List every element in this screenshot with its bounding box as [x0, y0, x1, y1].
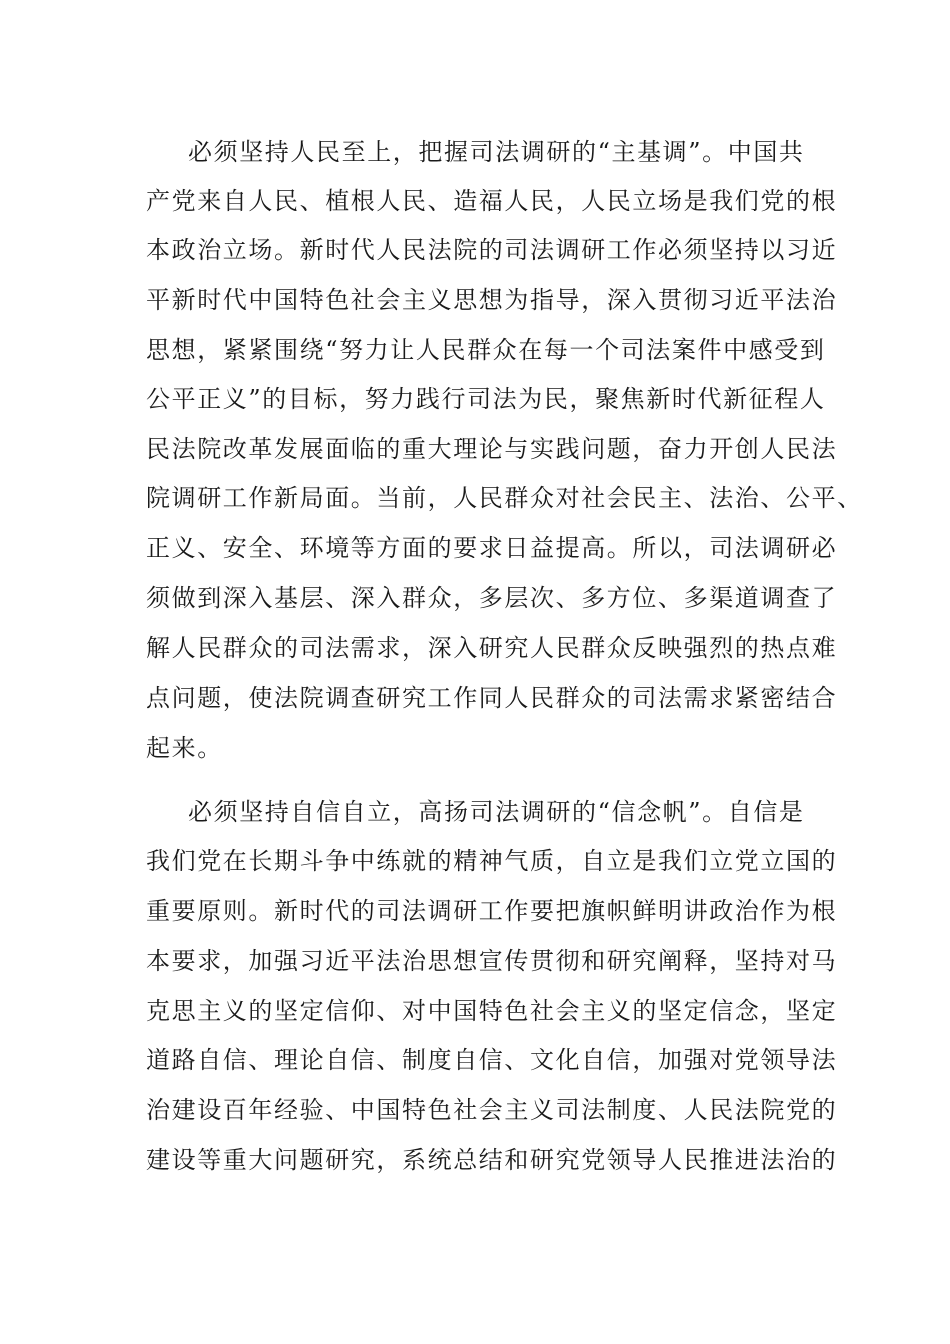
paragraph-1-line-10: 须做到深入基层、深入群众，多层次、多方位、多渠道调查了 — [146, 584, 838, 612]
paragraph-1-line-2: 产党来自人民、植根人民、造福人民，人民立场是我们党的根 — [146, 187, 838, 215]
paragraph-2-line-2: 我们党在长期斗争中练就的精神气质，自立是我们立党立国的 — [146, 847, 838, 875]
paragraph-2-line-3: 重要原则。新时代的司法调研工作要把旗帜鲜明讲政治作为根 — [146, 897, 838, 925]
paragraph-1-line-11: 解人民群众的司法需求，深入研究人民群众反映强烈的热点难 — [146, 634, 838, 662]
paragraph-1-line-7: 民法院改革发展面临的重大理论与实践问题，奋力开创人民法 — [146, 435, 838, 463]
paragraph-1-line-8: 院调研工作新局面。当前，人民群众对社会民主、法治、公平、 — [146, 484, 863, 512]
paragraph-1-line-3: 本政治立场。新时代人民法院的司法调研工作必须坚持以习近 — [146, 236, 838, 264]
paragraph-1-line-6: 公平正义”的目标，努力践行司法为民，聚焦新时代新征程人 — [146, 385, 826, 413]
paragraph-1-line-9: 正义、安全、环境等方面的要求日益提高。所以，司法调研必 — [146, 534, 838, 562]
paragraph-2-line-5: 克思主义的坚定信仰、对中国特色社会主义的坚定信念，坚定 — [146, 997, 838, 1025]
paragraph-1-line-12: 点问题，使法院调查研究工作同人民群众的司法需求紧密结合 — [146, 684, 838, 712]
paragraph-1-line-4: 平新时代中国特色社会主义思想为指导，深入贯彻习近平法治 — [146, 286, 838, 314]
paragraph-2-line-8: 建设等重大问题研究，系统总结和研究党领导人民推进法治的 — [146, 1146, 838, 1174]
paragraph-1-line-1: 必须坚持人民至上，把握司法调研的“主基调”。中国共 — [188, 138, 805, 166]
paragraph-1-line-13: 起来。 — [146, 734, 223, 762]
paragraph-2-line-6: 道路自信、理论自信、制度自信、文化自信，加强对党领导法 — [146, 1046, 838, 1074]
paragraph-1-line-5: 思想，紧紧围绕“努力让人民群众在每一个司法案件中感受到 — [146, 336, 826, 364]
paragraph-2-line-4: 本要求，加强习近平法治思想宣传贯彻和研究阐释，坚持对马 — [146, 947, 838, 975]
paragraph-2-line-7: 治建设百年经验、中国特色社会主义司法制度、人民法院党的 — [146, 1096, 838, 1124]
paragraph-2-line-1: 必须坚持自信自立，高扬司法调研的“信念帆”。自信是 — [188, 798, 805, 826]
